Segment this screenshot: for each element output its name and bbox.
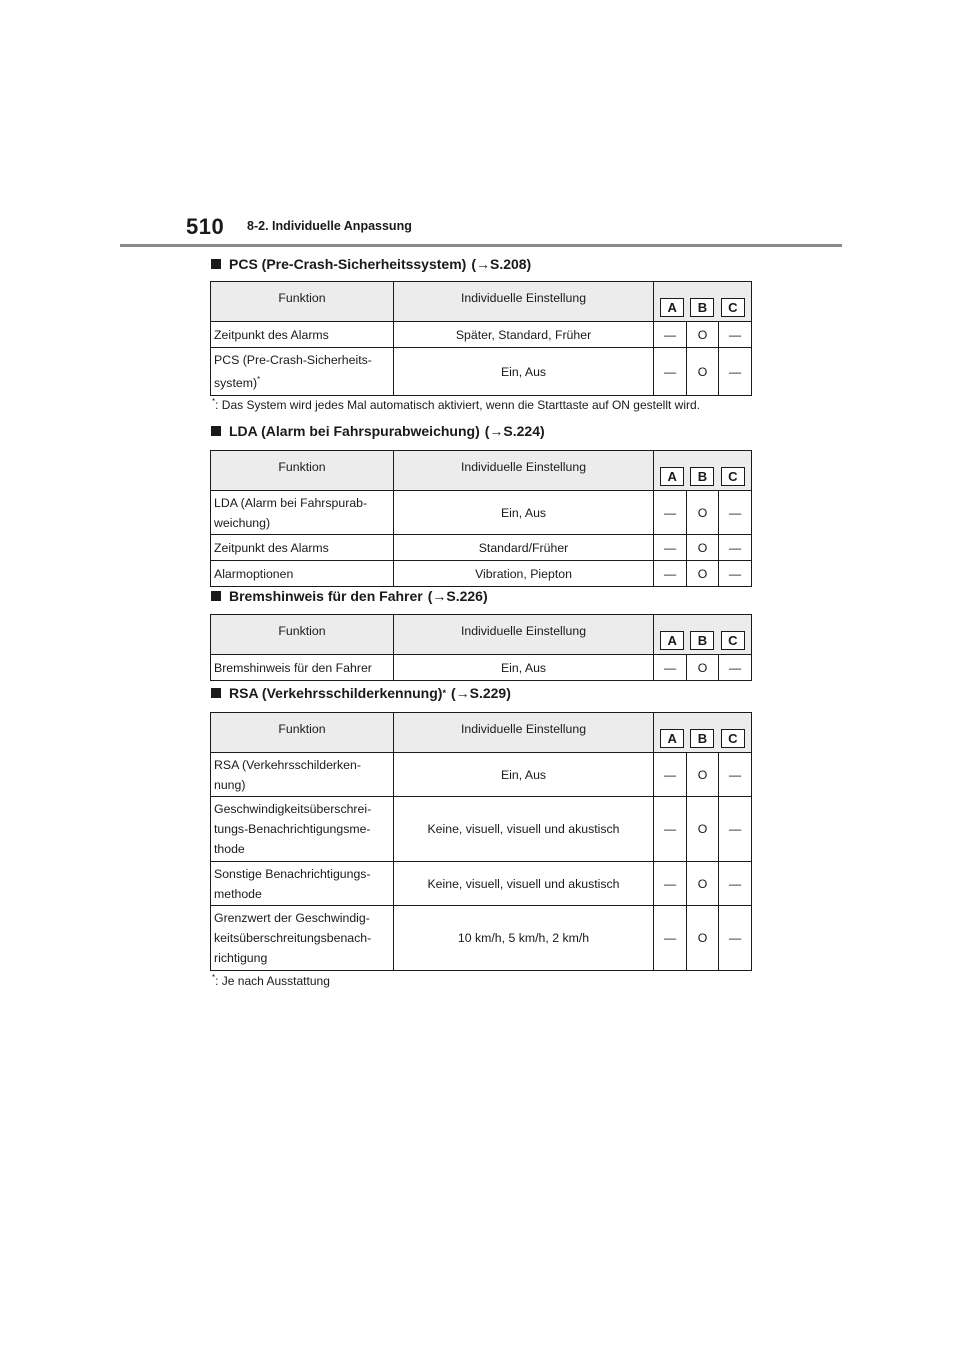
row-a-mark: — [654,753,687,797]
row-funktion-line1: Sonstige Benachrichtigungs- [214,866,371,881]
row-funktion [211,753,394,797]
column-header-einstellung: Individuelle Einstellung [394,451,654,491]
column-b-label: B [690,729,714,748]
column-a-label: A [660,729,684,748]
footnote-marker: * [212,973,216,982]
column-b-label: B [690,298,714,317]
row-funktion-line1: LDA (Alarm bei Fahrspurab- [214,495,368,510]
heading-rsa: RSA (Verkehrsschilderkennung) * (→S.229) [211,685,511,701]
row-a-mark: — [654,862,687,906]
row-funktion-line1: Geschwindigkeitsüberschrei- [214,802,372,816]
column-a-label: A [660,467,684,486]
row-c-mark: — [719,797,752,862]
page-number: 510 [186,214,225,239]
footnote-rsa [212,973,330,988]
row-c-mark: — [719,655,752,681]
row-b-mark: O [687,535,719,561]
table-header-row [211,615,752,655]
table-row [211,561,752,587]
page-reference-link[interactable]: (→S.226) [427,588,488,604]
row-funktion-line2: keitsüberschreitungsbenach- [214,931,372,945]
row-a-mark: — [654,561,687,587]
row-funktion-line2: weichung) [214,515,271,530]
column-header-abc [654,713,752,753]
table-header-row [211,713,752,753]
row-c-mark: — [719,862,752,906]
row-b-mark: O [687,753,719,797]
row-einstellung: Keine, visuell, visuell und akustisch [394,862,654,906]
row-c-mark: — [719,561,752,587]
rsa-table [210,712,752,971]
row-einstellung: Ein, Aus [394,348,654,396]
table-header-row [211,282,752,322]
row-c-mark: — [719,535,752,561]
row-einstellung: 10 km/h, 5 km/h, 2 km/h [394,906,654,971]
page-reference-link[interactable]: (→S.224) [484,423,545,439]
row-funktion-line3: thode [214,842,245,856]
row-einstellung: Vibration, Piepton [394,561,654,587]
row-c-mark: — [719,491,752,535]
row-b-mark: O [687,862,719,906]
row-einstellung: Ein, Aus [394,655,654,681]
row-einstellung: Standard/Früher [394,535,654,561]
heading-pcs [211,256,531,272]
row-einstellung: Später, Standard, Früher [394,322,654,348]
row-a-mark: — [654,348,687,396]
row-b-mark: O [687,322,719,348]
heading-title: RSA (Verkehrsschilderkennung) [229,685,443,701]
footnote-pcs [212,397,700,412]
row-b-mark: O [687,491,719,535]
heading-title: PCS (Pre-Crash-Sicherheitssystem) [229,256,467,272]
footnote-marker: * [257,374,261,384]
row-c-mark: — [719,322,752,348]
column-header-funktion: Funktion [211,451,394,491]
column-c-label: C [721,298,745,317]
table-row [211,348,752,396]
heading-bremshinweis [211,588,488,604]
heading-title: LDA (Alarm bei Fahrspurabweichung) [229,423,480,439]
row-funktion: Alarmoptionen [211,561,394,587]
row-a-mark: — [654,535,687,561]
column-c-label: C [721,631,745,650]
table-row [211,753,752,797]
row-funktion-line1: PCS (Pre-Crash-Sicherheits- [214,352,372,367]
row-funktion: Bremshinweis für den Fahrer [211,655,394,681]
row-funktion-line2: system) [214,376,258,391]
row-funktion: Zeitpunkt des Alarms [211,535,394,561]
footnote-text: : Das System wird jedes Mal automatisch aktiviert, wenn die Starttaste auf ON gestellt wird. [215,398,700,412]
row-einstellung: Ein, Aus [394,753,654,797]
column-header-funktion: Funktion [211,713,394,753]
row-funktion-line2: methode [214,886,262,901]
table-row [211,655,752,681]
column-header-einstellung: Individuelle Einstellung [394,282,654,322]
row-funktion-line3: richtigung [214,951,268,965]
column-b-label: B [690,631,714,650]
column-header-abc [654,282,752,322]
row-funktion [211,862,394,906]
table-row [211,862,752,906]
row-b-mark: O [687,348,719,396]
row-a-mark: — [654,655,687,681]
row-funktion [211,348,394,396]
row-funktion [211,906,394,971]
row-a-mark: — [654,322,687,348]
table-header-row [211,451,752,491]
heading-bullet [211,259,221,269]
table-row [211,535,752,561]
lda-table [210,450,752,587]
footnote-marker: * [212,397,216,406]
heading-bullet [211,688,221,698]
heading-title: Bremshinweis für den Fahrer [229,588,423,604]
row-a-mark: — [654,797,687,862]
column-header-einstellung: Individuelle Einstellung [394,615,654,655]
row-b-mark: O [687,561,719,587]
table-row [211,906,752,971]
header-rule [120,244,842,247]
bremshinweis-table [210,614,752,681]
row-funktion-line1: RSA (Verkehrsschilderken- [214,757,361,772]
row-funktion: Zeitpunkt des Alarms [211,322,394,348]
column-c-label: C [721,729,745,748]
column-header-abc [654,615,752,655]
column-header-abc [654,451,752,491]
row-funktion-line2: tungs-Benachrichtigungsme- [214,822,371,836]
column-header-funktion: Funktion [211,615,394,655]
row-a-mark: — [654,491,687,535]
row-c-mark: — [719,906,752,971]
row-a-mark: — [654,906,687,971]
page-reference-link[interactable]: (→S.208) [471,256,532,272]
row-c-mark: — [719,348,752,396]
footnote-text: : Je nach Ausstattung [215,974,330,988]
column-header-einstellung: Individuelle Einstellung [394,713,654,753]
column-b-label: B [690,467,714,486]
row-funktion-line2: nung) [214,777,246,792]
section-header: 8-2. Individuelle Anpassung [247,219,412,233]
row-b-mark: O [687,906,719,971]
column-c-label: C [721,467,745,486]
row-b-mark: O [687,655,719,681]
table-row [211,797,752,862]
heading-bullet [211,426,221,436]
page-reference-link[interactable]: (→S.229) [450,685,511,701]
column-header-funktion: Funktion [211,282,394,322]
column-a-label: A [660,631,684,650]
table-row [211,322,752,348]
row-funktion [211,491,394,535]
heading-bullet [211,591,221,601]
pcs-table [210,281,752,396]
row-b-mark: O [687,797,719,862]
row-funktion-line1: Grenzwert der Geschwindig- [214,911,370,925]
row-c-mark: — [719,753,752,797]
row-einstellung: Keine, visuell, visuell und akustisch [394,797,654,862]
column-a-label: A [660,298,684,317]
row-einstellung: Ein, Aus [394,491,654,535]
table-row [211,491,752,535]
heading-lda [211,423,545,439]
row-funktion [211,797,394,862]
